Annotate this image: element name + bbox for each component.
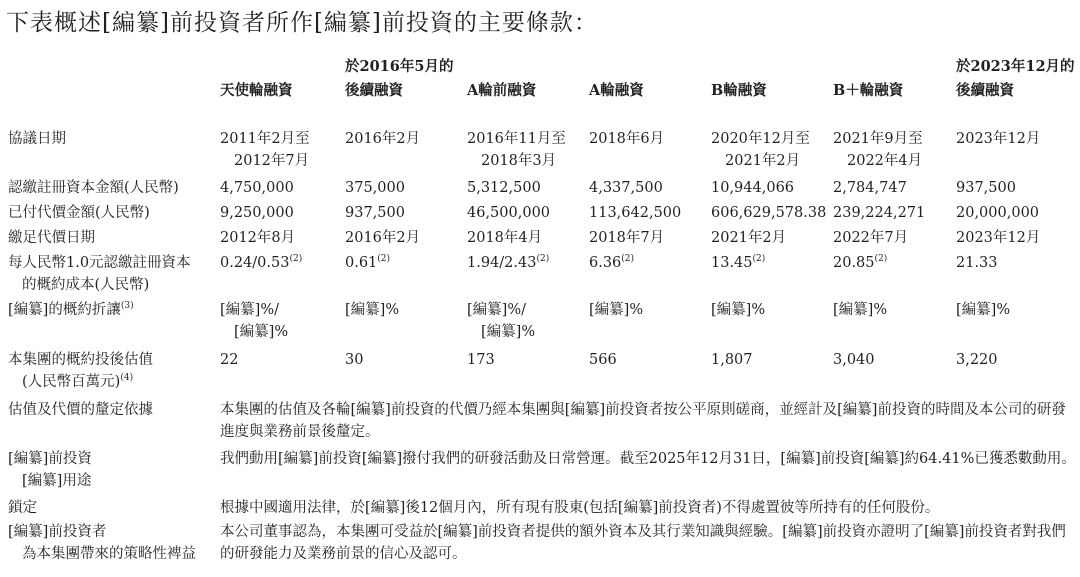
table-cell: [編纂]% <box>956 302 1011 318</box>
column-header: B輪融資 <box>711 82 767 99</box>
table-cell: 6.36$^{(2)}$ <box>589 254 635 271</box>
table-cell: 2018年7月 <box>589 230 665 246</box>
row-label-consideration: 已付代價金額(人民幣) <box>8 205 150 221</box>
footnote-marker: (2) <box>536 254 550 265</box>
footnote-marker: (3) <box>120 301 134 312</box>
table-cell: [編纂]%/ [編纂]% <box>467 302 536 340</box>
table-cell: 0.24/0.53$^{(2)}$ <box>220 254 303 271</box>
table-cell: 2,784,747 <box>833 180 907 196</box>
footnote-marker: (4) <box>120 373 134 384</box>
table-cell: 3,040 <box>833 352 875 368</box>
table-cell: 2016年2月 <box>345 131 421 147</box>
table-cell: 606,629,578.38 <box>711 205 827 221</box>
table-cell: 46,500,000 <box>467 205 551 221</box>
row-label-basis: 估值及代價的釐定依據 <box>8 402 153 418</box>
table-cell: [編纂]% <box>589 302 644 318</box>
table-cell: 20,000,000 <box>956 205 1040 221</box>
table-cell: 2016年2月 <box>345 230 421 246</box>
table-cell: 9,250,000 <box>220 205 294 221</box>
note-text-lockup: 根據中國適用法律，於[編纂]後12個月內，所有現有股東(包括[編纂]前投資者)不得處置彼等所持有的任何股份。 <box>220 500 940 516</box>
table-cell: 2018年4月 <box>467 230 543 246</box>
table-cell: 13.45$^{(2)}$ <box>711 254 766 271</box>
table-cell: 239,224,271 <box>833 205 926 221</box>
column-header: 後續融資 <box>345 82 403 99</box>
row-label-registered-capital: 認繳註冊資本金額(人民幣) <box>8 180 179 196</box>
table-cell: [編纂]% <box>833 302 888 318</box>
column-header: 後續融資 <box>956 82 1014 99</box>
column-header: A輪前融資 <box>467 82 537 99</box>
row-label-agreement-date: 協議日期 <box>8 131 66 147</box>
table-cell: 22 <box>220 352 239 368</box>
table-cell: 2020年12月至 2021年2月 <box>711 131 810 169</box>
table-cell: 1.94/2.43$^{(2)}$ <box>467 254 550 271</box>
table-cell: 4,750,000 <box>220 180 294 196</box>
note-text-basis: 本集團的估值及各輪[編纂]前投資的代價乃經本集團與[編纂]前投資者按公平原則磋商，並經計及[編纂]前投資的時間及本公司的研發 進度與業務前景後釐定。 <box>220 402 1066 440</box>
table-cell: 2016年11月至 2018年3月 <box>467 131 566 169</box>
table-cell: 566 <box>589 352 617 368</box>
table-cell: [編纂]% <box>345 302 400 318</box>
footnote-marker: (2) <box>377 254 391 265</box>
row-label-cost-per-rmb: 每人民幣1.0元認繳註冊資本 的概約成本(人民幣) <box>8 255 191 293</box>
footnote-marker: (2) <box>621 254 635 265</box>
table-cell: 0.61$^{(2)}$ <box>345 254 391 271</box>
section-heading: 下表概述[編纂]前投資者所作[編纂]前投資的主要條款： <box>6 10 598 36</box>
row-label-strategic-benefits: [編纂]前投資者 為本集團帶來的策略性裨益 <box>8 524 196 562</box>
row-label-use-of-proceeds: [編纂]前投資 [編纂]用途 <box>8 451 92 489</box>
table-cell: 375,000 <box>345 180 405 196</box>
table-cell: 20.85$^{(2)}$ <box>833 254 888 271</box>
footnote-marker: (2) <box>874 254 888 265</box>
table-cell: 3,220 <box>956 352 998 368</box>
column-header: A輪融資 <box>589 82 644 99</box>
table-cell: 30 <box>345 352 364 368</box>
footnote-marker: (2) <box>289 254 303 265</box>
column-header-prefix: 於2016年5月的 <box>345 58 454 75</box>
table-cell: 4,337,500 <box>589 180 663 196</box>
table-cell: 2021年9月至 2022年4月 <box>833 131 923 169</box>
table-cell: 937,500 <box>956 180 1016 196</box>
table-cell: 937,500 <box>345 205 405 221</box>
table-cell: 21.33 <box>956 255 998 271</box>
table-cell: 10,944,066 <box>711 180 795 196</box>
row-label-settlement-date: 繳足代價日期 <box>8 230 95 246</box>
note-text-use-of-proceeds: 我們動用[編纂]前投資[編纂]撥付我們的研發活動及日常營運。截至2025年12月31日，[編纂]前投資[編纂]約64.41%已獲悉數動用。 <box>220 451 1076 467</box>
table-cell: 173 <box>467 352 495 368</box>
note-text-strategic-benefits: 本公司董事認為，本集團可受益於[編纂]前投資者提供的額外資本及其行業知識與經驗。[編纂]前投資亦證明了[編纂]前投資者對我們 的研發能力及業務前景的信心及認可。 <box>220 524 1066 562</box>
table-cell: 2021年2月 <box>711 230 787 246</box>
table-cell: 2022年7月 <box>833 230 909 246</box>
table-cell: 2023年12月 <box>956 230 1041 246</box>
table-cell: 113,642,500 <box>589 205 682 221</box>
table-cell: 2018年6月 <box>589 131 665 147</box>
column-header: B＋輪融資 <box>833 82 904 99</box>
table-cell: [編纂]% <box>711 302 766 318</box>
row-label-discount: [編纂]的概約折讓$^{(3)}$ <box>8 301 134 318</box>
table-cell: 2012年8月 <box>220 230 296 246</box>
table-cell: [編纂]%/ [編纂]% <box>220 302 289 340</box>
row-label-lockup: 鎖定 <box>8 500 37 516</box>
row-label-valuation: 本集團的概約投後估值 (人民幣百萬元)$^{(4)}$ <box>8 352 153 390</box>
table-cell: 2023年12月 <box>956 131 1041 147</box>
column-header: 天使輪融資 <box>220 82 293 99</box>
table-cell: 1,807 <box>711 352 753 368</box>
table-cell: 5,312,500 <box>467 180 541 196</box>
footnote-marker: (2) <box>752 254 766 265</box>
column-header-prefix: 於2023年12月的 <box>956 58 1075 75</box>
table-cell: 2011年2月至 2012年7月 <box>220 131 310 169</box>
